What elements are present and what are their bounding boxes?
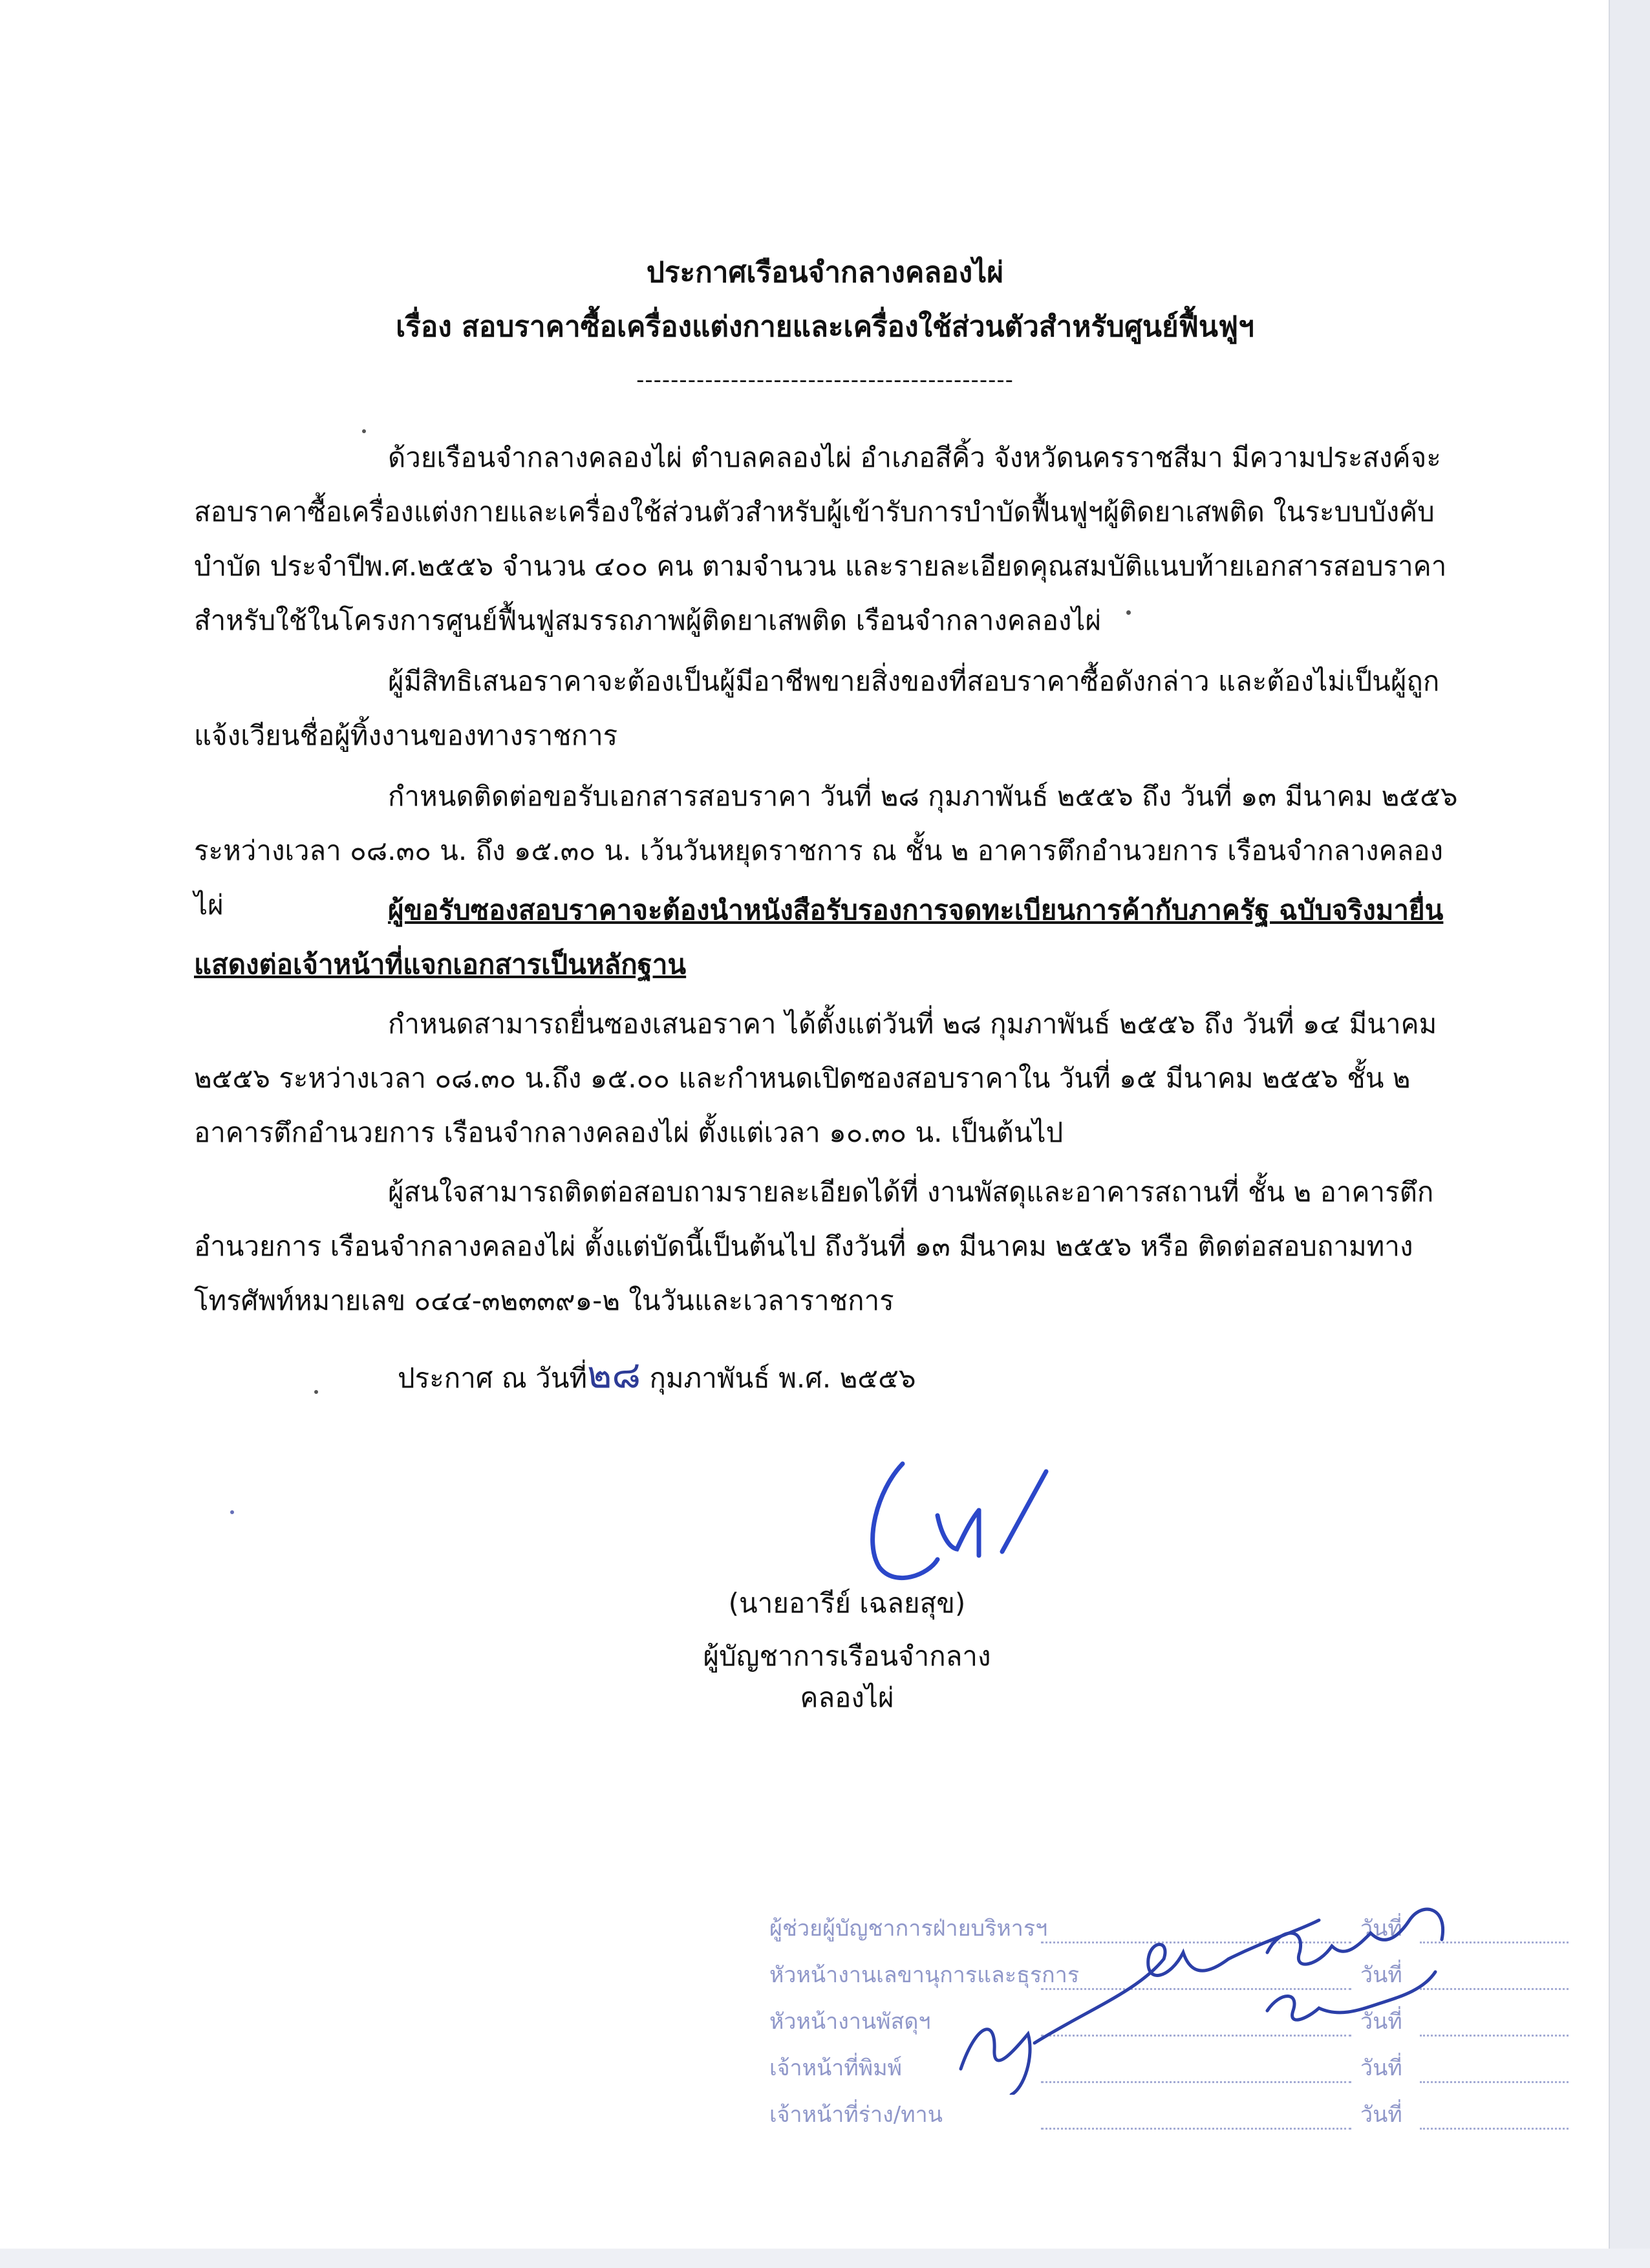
scan-speck xyxy=(230,1510,234,1514)
announcement-date-suffix: กุมภาพันธ์ พ.ศ. ๒๕๕๖ xyxy=(641,1362,916,1394)
title-divider: -------------------------------------------- xyxy=(636,367,1014,393)
document-subject: เรื่อง สอบราคาซื้อเครื่องแต่งกายและเครื่องใช้ส่วนตัวสำหรับศูนย์ฟื้นฟูฯ xyxy=(396,310,1254,343)
signer-name: (นายอารีย์ เฉลยสุข) xyxy=(728,1587,966,1619)
paragraph-bid-submission xyxy=(194,997,1461,1160)
routing-stamp-row-label: หัวหน้างานเลขานุการและธุรการ xyxy=(769,1962,1080,1988)
routing-stamp-row-label: ผู้ช่วยผู้บัญชาการฝ่ายบริหารฯ xyxy=(769,1916,1048,1942)
paragraph-intro xyxy=(194,431,1461,648)
paragraph-document-pickup-text: กำหนดติดต่อขอรับเอกสารสอบราคา วันที่ ๒๘ กุมภาพันธ์ ๒๕๕๖ ถึง วันที่ ๑๓ มีนาคม ๒๕๕๖ ระหว่างเวลา ๐๘.๓๐ น. ถึง ๑๕.๓๐ น. เว้นวันหยุดราชการ ณ ชั้น ๒ อาคารตึกอำนวยการ เรือนจำกลางคลองไผ่ xyxy=(194,780,1458,921)
scan-speck xyxy=(314,1390,318,1394)
paragraph-registration-requirement xyxy=(194,883,1461,992)
announcement-date-handwritten-day: ๒๘ xyxy=(587,1353,641,1396)
routing-stamp-row-label: หัวหน้างานพัสดุฯ xyxy=(769,2009,931,2035)
document-title: ประกาศเรือนจำกลางคลองไผ่ xyxy=(646,256,1004,289)
scan-speck xyxy=(362,429,366,433)
scan-bottom-edge xyxy=(0,2249,1650,2268)
signature-mark xyxy=(852,1446,1066,1588)
routing-stamp-row-label: เจ้าหน้าที่พิมพ์ xyxy=(769,2055,903,2081)
routing-stamp-row-line xyxy=(1041,2108,1351,2130)
initials-scribble xyxy=(957,1881,1461,2095)
paragraph-eligibility-text: ผู้มีสิทธิเสนอราคาจะต้องเป็นผู้มีอาชีพขายสิ่งของที่สอบราคาซื้อดังกล่าว และต้องไม่เป็นผู้ถูกแจ้งเวียนชื่อผู้ทิ้งงานของทางราชการ xyxy=(194,665,1440,751)
paragraph-bid-submission-text: กำหนดสามารถยื่นซองเสนอราคา ได้ตั้งแต่วันที่ ๒๘ กุมภาพันธ์ ๒๕๕๖ ถึง วันที่ ๑๔ มีนาคม ๒๕๕๖ ระหว่างเวลา ๐๘.๓๐ น.ถึง ๑๕.๐๐ และกำหนดเปิดซองสอบราคาใน วันที่ ๑๕ มีนาคม ๒๕๕๖ ชั้น ๒ อาคารตึกอำนวยการ เรือนจำกลางคลองไผ่ ตั้งแต่เวลา ๑๐.๓๐ น. เป็นต้นไป xyxy=(194,1008,1437,1148)
routing-stamp-date-label: วันที่ xyxy=(1360,2055,1402,2081)
routing-stamp-date-label: วันที่ xyxy=(1360,2102,1402,2128)
paragraph-contact xyxy=(194,1165,1461,1328)
paragraph-contact-text: ผู้สนใจสามารถติดต่อสอบถามรายละเอียดได้ที่ งานพัสดุและอาคารสถานที่ ชั้น ๒ อาคารตึกอำนวยการ เรือนจำกลางคลองไผ่ ตั้งแต่บัดนี้เป็นต้นไป ถึงวันที่ ๑๓ มีนาคม ๒๕๕๖ หรือ ติดต่อสอบถามทางโทรศัพท์หมายเลข ๐๔๔-๓๒๓๓๙๑-๒ ในวันและเวลาราชการ xyxy=(194,1176,1434,1316)
routing-stamp-date-label: วันที่ xyxy=(1360,1962,1402,1988)
routing-stamp-row-label: เจ้าหน้าที่ร่าง/ทาน xyxy=(769,2102,943,2128)
routing-stamp-row xyxy=(769,2100,1569,2130)
signer-position: ผู้บัญชาการเรือนจำกลางคลองไผ่ xyxy=(703,1640,991,1713)
scan-speck xyxy=(1126,610,1131,615)
announcement-date-prefix: ประกาศ ณ วันที่ xyxy=(398,1362,588,1394)
routing-stamp-date-label: วันที่ xyxy=(1360,1916,1402,1942)
paragraph-intro-text: ด้วยเรือนจำกลางคลองไผ่ ตำบลคลองไผ่ อำเภอสีคิ้ว จังหวัดนครราชสีมา มีความประสงค์จะสอบราคาซื้อเครื่องแต่งกายและเครื่องใช้ส่วนตัวสำหรับผู้เข้ารับการบำบัดฟื้นฟูฯผู้ติดยาเสพติด ในระบบบังคับบำบัด ประจำปีพ.ศ.๒๕๕๖ จำนวน ๔๐๐ คน ตามจำนวน และรายละเอียดคุณสมบัติแนบท้ายเอกสารสอบราคาสำหรับใช้ในโครงการศูนย์ฟื้นฟูสมรรถภาพผู้ติดยาเสพติด เรือนจำกลางคลองไผ่ xyxy=(194,442,1447,636)
announcement-date xyxy=(398,1347,916,1406)
routing-stamp-date-line xyxy=(1420,2108,1569,2130)
paragraph-eligibility xyxy=(194,654,1461,763)
paragraph-registration-requirement-text: ผู้ขอรับซองสอบราคาจะต้องนำหนังสือรับรองการจดทะเบียนการค้ากับภาครัฐ ฉบับจริงมายื่นแสดงต่อเจ้าหน้าที่แจกเอกสารเป็นหลักฐาน xyxy=(194,894,1444,980)
routing-stamp-date-label: วันที่ xyxy=(1360,2009,1402,2035)
